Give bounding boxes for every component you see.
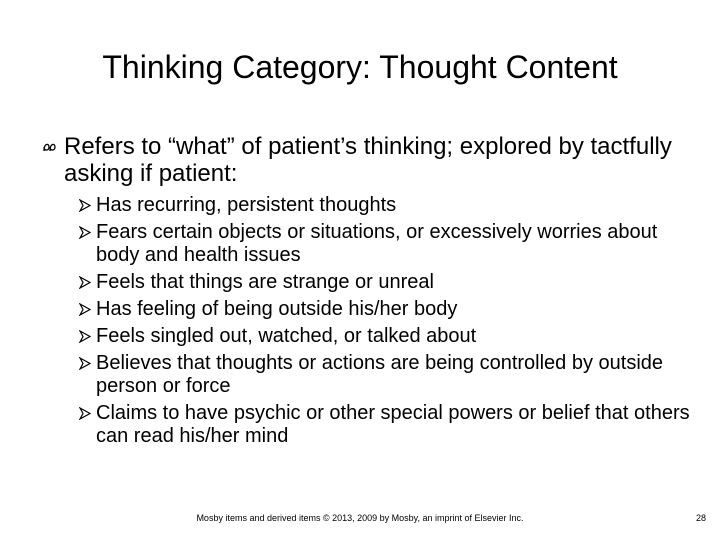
list-item-text: Has recurring, persistent thoughts [96, 194, 397, 216]
list-item [79, 194, 699, 217]
arrowhead-bullet-icon [79, 226, 91, 239]
list-item-text: Claims to have psychic or other special powers or belief that others can read his/her mind [96, 402, 690, 447]
arrowhead-bullet-icon [79, 199, 91, 212]
arrowhead-bullet-icon [79, 357, 91, 370]
list-item-text: Believes that thoughts or actions are being controlled by outside person or force [96, 352, 664, 397]
list-item-text: Feels that things are strange or unreal [96, 271, 434, 293]
main-bullet-text: Refers to “what” of patient’s thinking; explored by tactfully asking if patient: [64, 133, 672, 187]
list-item [79, 402, 699, 448]
copyright-text: Mosby items and derived items © 2013, 2009 by Mosby, an imprint of Elsevier Inc. [196, 513, 524, 523]
arrowhead-bullet-icon [79, 276, 91, 289]
list-item-text: Feels singled out, watched, or talked about [96, 325, 477, 347]
arrowhead-bullet-icon [79, 330, 91, 343]
list-item [79, 325, 699, 348]
list-item [79, 352, 699, 398]
arrowhead-bullet-icon [79, 303, 91, 316]
list-item-text: Fears certain objects or situations, or excessively worries about body and health issues [96, 221, 658, 266]
ornament-bullet-icon [42, 137, 58, 157]
list-item [79, 298, 699, 321]
list-item [79, 221, 699, 267]
page-number: 28 [695, 513, 706, 523]
arrowhead-bullet-icon [79, 407, 91, 420]
footer-copyright [0, 512, 720, 524]
sub-bullet-list [79, 194, 699, 452]
list-item-text: Has feeling of being outside his/her body [96, 298, 458, 320]
list-item [79, 271, 699, 294]
slide-title: Thinking Category: Thought Content [102, 49, 618, 85]
